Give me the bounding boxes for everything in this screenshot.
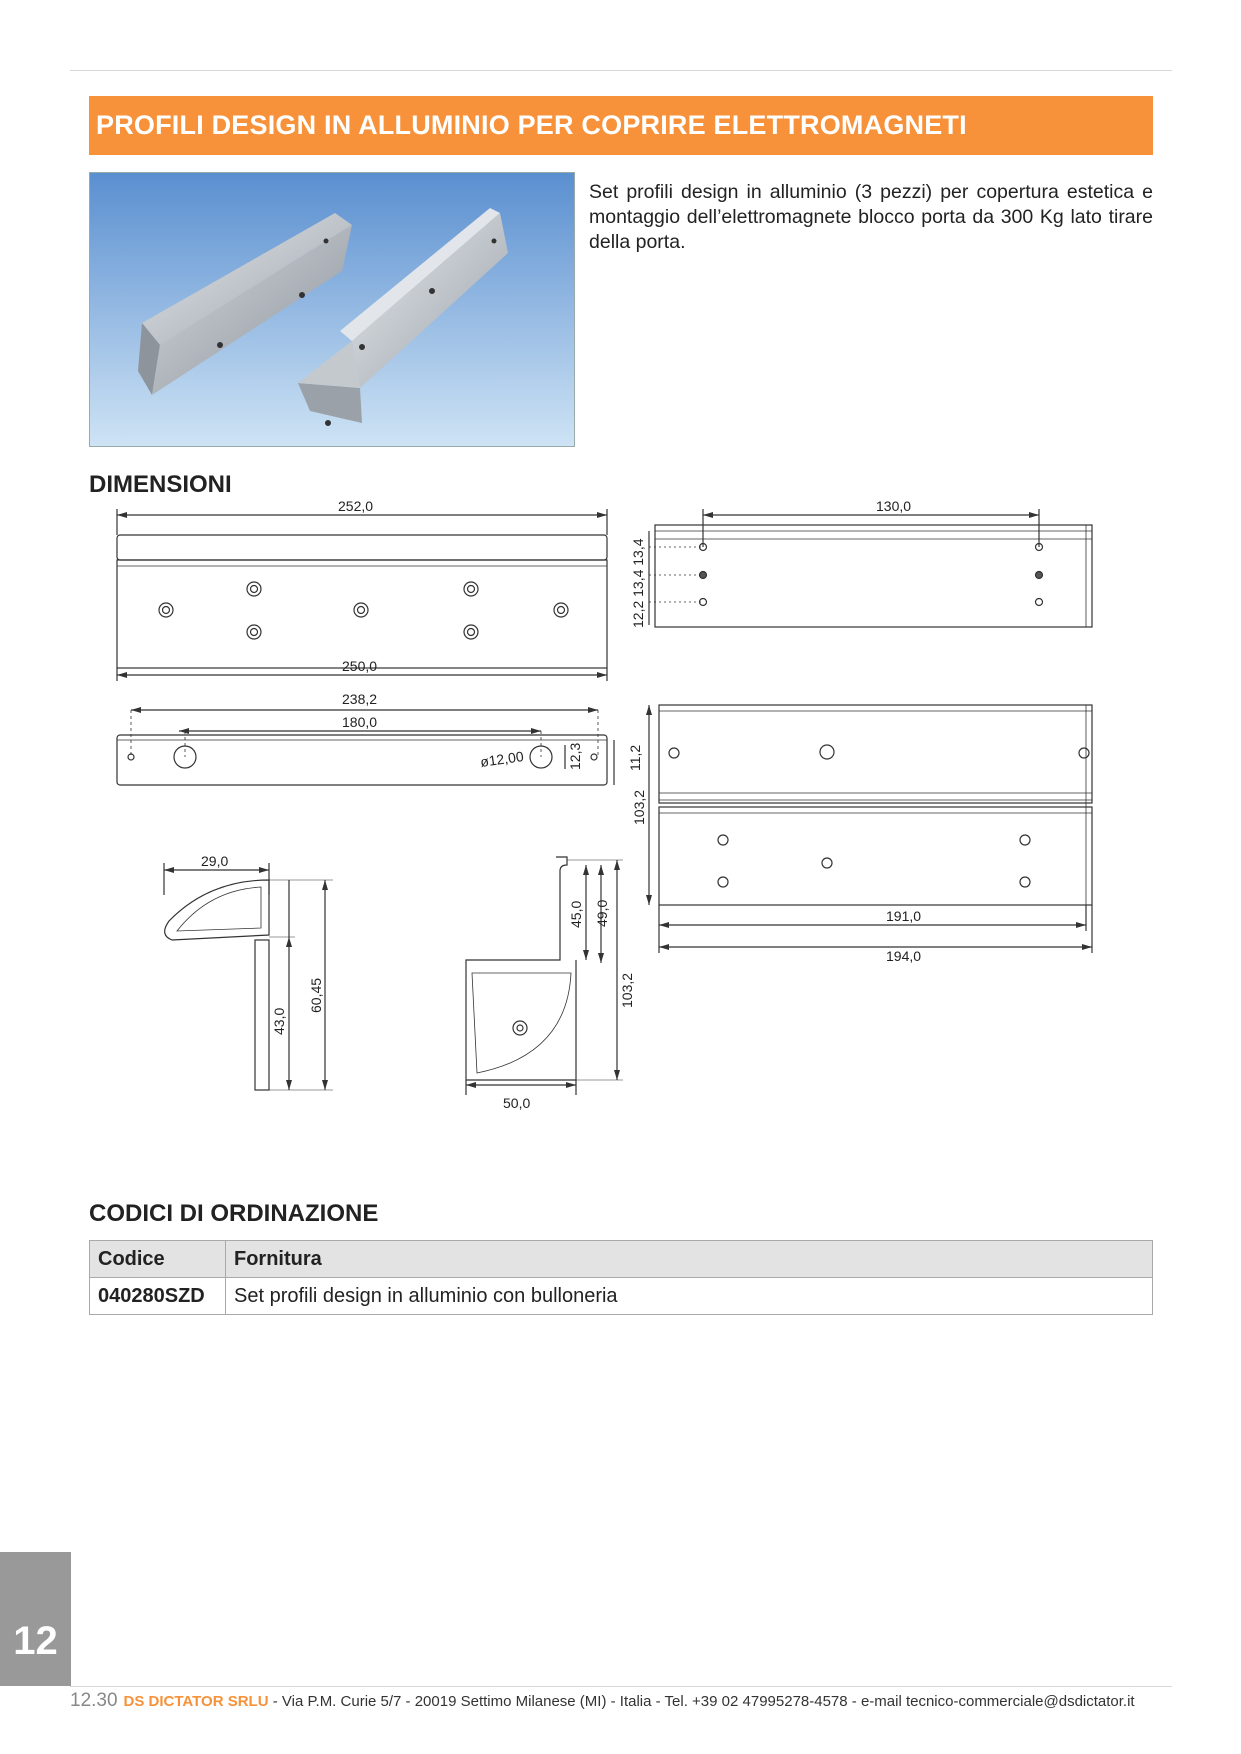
page-number: 12.30 <box>70 1690 118 1711</box>
page-title: PROFILI DESIGN IN ALLUMINIO PER COPRIRE ELETTROMAGNETI <box>96 110 967 140</box>
dimensions-heading: DIMENSIONI <box>89 471 232 492</box>
dim-103-right: 103,2 <box>631 789 647 825</box>
dim-238: 238,2 <box>342 691 378 707</box>
dim-194: 194,0 <box>886 948 922 964</box>
technical-drawings <box>89 495 1153 1150</box>
dim-50: 50,0 <box>503 1095 531 1111</box>
product-photo <box>89 172 575 447</box>
aluminium-profiles-photo <box>90 173 575 447</box>
dim-103-section: 103,2 <box>619 972 635 1008</box>
dim-130: 130,0 <box>876 498 912 514</box>
table-header-row <box>90 1241 1153 1278</box>
top-rule <box>70 70 1172 71</box>
dim-spacing: 12,2 13,4 13,4 <box>630 538 646 628</box>
company-address: - Via P.M. Curie 5/7 - 20019 Settimo Milanese (MI) - Italia - Tel. +39 02 47995278-4578 - e-mail tecnico-commerciale@dsdictator.it <box>268 1693 1135 1710</box>
dim-252: 252,0 <box>338 498 374 514</box>
product-code: 040280SZD <box>90 1278 226 1315</box>
column-header-supply: Fornitura <box>226 1241 1153 1278</box>
footer <box>70 1690 1172 1712</box>
dim-hole: ø12,00 <box>479 748 525 770</box>
column-header-code: Codice <box>90 1241 226 1278</box>
product-supply: Set profili design in alluminio con bulloneria <box>226 1278 1153 1315</box>
company-name: DS DICTATOR SRLU <box>123 1693 269 1710</box>
dim-191: 191,0 <box>886 908 922 924</box>
table-row <box>90 1278 1153 1315</box>
product-description: Set profili design in alluminio (3 pezzi) per copertura estetica e montaggio dell’elettromagnete blocco porta da 300 Kg lato tirare della porta. <box>589 181 1153 253</box>
dim-60: 60,45 <box>308 977 324 1013</box>
dim-180: 180,0 <box>342 714 378 730</box>
dim-49: 49,0 <box>594 899 610 927</box>
dim-43: 43,0 <box>271 1007 287 1035</box>
title-bar <box>89 96 1153 155</box>
dimension-drawings-svg <box>89 495 1153 1150</box>
chapter-number: 12 <box>13 1619 58 1663</box>
dim-29: 29,0 <box>201 853 229 869</box>
dim-12-3: 12,3 <box>567 742 583 770</box>
dim-250: 250,0 <box>342 658 378 674</box>
bottom-rule <box>70 1686 1172 1687</box>
ordering-heading: CODICI DI ORDINAZIONE <box>89 1200 379 1227</box>
chapter-tab <box>0 1552 71 1686</box>
ordering-table <box>89 1240 1153 1315</box>
dim-45: 45,0 <box>568 900 584 928</box>
dim-11-2: 11,2 <box>627 744 643 771</box>
